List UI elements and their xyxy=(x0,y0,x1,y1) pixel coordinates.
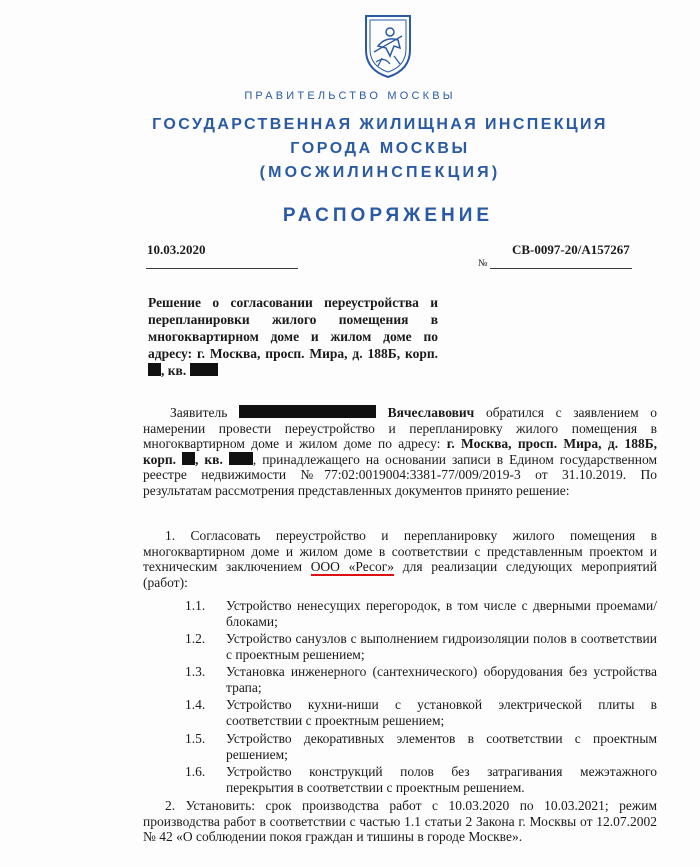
list-item xyxy=(185,731,657,762)
list-item-text: Устройство декоративных элементов в соответствии с проектным решением; xyxy=(226,731,657,762)
list-item-number: 1.2. xyxy=(185,631,206,646)
document-number: СВ-0097-20/А157267 xyxy=(512,242,630,257)
list-item xyxy=(185,631,657,662)
government-name: ПРАВИТЕЛЬСТВО МОСКВЫ xyxy=(244,90,456,102)
list-item xyxy=(185,764,657,795)
agency-name-line1: ГОСУДАРСТВЕННАЯ ЖИЛИЩНАЯ ИНСПЕКЦИЯ xyxy=(152,116,608,133)
applicant-patronymic: Вячеславович xyxy=(387,405,475,420)
redacted-block xyxy=(182,452,195,465)
list-item-number: 1.3. xyxy=(185,664,206,679)
applicant-request-text: обратился с заявлением о намерении провести переустройство и перепланировку жилого помещения в многоквартирном доме и жилом доме по адресу: xyxy=(143,405,658,452)
moscow-coat-of-arms-icon xyxy=(360,12,416,80)
decision-item-2: 2. Установить: срок производства работ с 10.03.2020 по 10.03.2021; режим производства работ в соответствии с частью 1.1 статьи 2 Закона г. Москвы от 12.07.2002 № 42 «О соблюдении покоя граждан и тишины в городе Москве». xyxy=(143,798,657,845)
number-underline xyxy=(490,268,632,269)
subject-text: Решение о согласовании переустройства и перепланировки жилого помещения в многоквартирном доме и жилом доме по адресу: г. Москва, просп. Мира, д. 188Б, корп. xyxy=(148,295,438,361)
list-item-number: 1.5. xyxy=(185,731,206,746)
redacted-block xyxy=(239,405,376,418)
document-type: РАСПОРЯЖЕНИЕ xyxy=(282,205,494,226)
subject-text-kv: , кв. xyxy=(161,363,187,378)
applicant-paragraph xyxy=(143,405,657,499)
document-subject xyxy=(148,294,438,379)
list-item-text: Устройство санузлов с выполнением гидроизоляции полов в соответствии с проектным решением; xyxy=(226,631,657,662)
redacted-block xyxy=(148,363,161,376)
decision-item-1-end: для реализации следующих мероприятий (работ): xyxy=(143,559,658,590)
agency-name-line3: (МОСЖИЛИНСПЕКЦИЯ) xyxy=(259,164,501,181)
list-item-number: 1.4. xyxy=(185,697,206,712)
list-item xyxy=(185,664,657,695)
list-item-number: 1.6. xyxy=(185,764,206,779)
agency-name-line2: ГОРОДА МОСКВЫ xyxy=(290,140,470,157)
list-item-text: Устройство ненесущих перегородок, в том числе с дверными проемами/блоками; xyxy=(226,598,657,629)
list-item-text: Устройство конструкций полов без затрагивания межэтажного перекрытия в соответствии с проектным решением. xyxy=(226,764,657,795)
applicant-label: Заявитель xyxy=(170,405,228,420)
document-date: 10.03.2020 xyxy=(147,242,206,257)
contractor-name: ООО «Ресог» xyxy=(310,559,395,575)
list-item-number: 1.1. xyxy=(185,598,206,613)
decision-item-1-text: 1. Согласовать переустройство и перепланировку жилого помещения в многоквартирном доме и жилом доме в соответствии с представленным проектом и техническим заключением xyxy=(143,528,657,575)
decision-item-1 xyxy=(143,528,657,590)
date-underline xyxy=(146,268,298,269)
property-address: г. Москва, просп. Мира, д. 188Б, корп. xyxy=(143,436,657,467)
number-label: № xyxy=(478,258,488,269)
registry-text: , принадлежащего на основании записи в Едином государственном реестре недвижимости №77:02:0019004:3381-77/009/2019-3 от 31.10.2019. По результатам рассмотрения представленных документов принято решение: xyxy=(143,451,658,498)
list-item xyxy=(185,598,657,629)
list-item-text: Устройство кухни-ниши с установкой электрической плиты в соответствии с проектным решением; xyxy=(226,697,657,728)
redacted-block xyxy=(229,452,253,465)
list-item xyxy=(185,697,657,728)
list-item-text: Установка инженерного (сантехнического) оборудования без устройства трапа; xyxy=(226,664,657,695)
property-apartment-label: , кв. xyxy=(195,451,223,467)
redacted-block xyxy=(190,363,218,376)
